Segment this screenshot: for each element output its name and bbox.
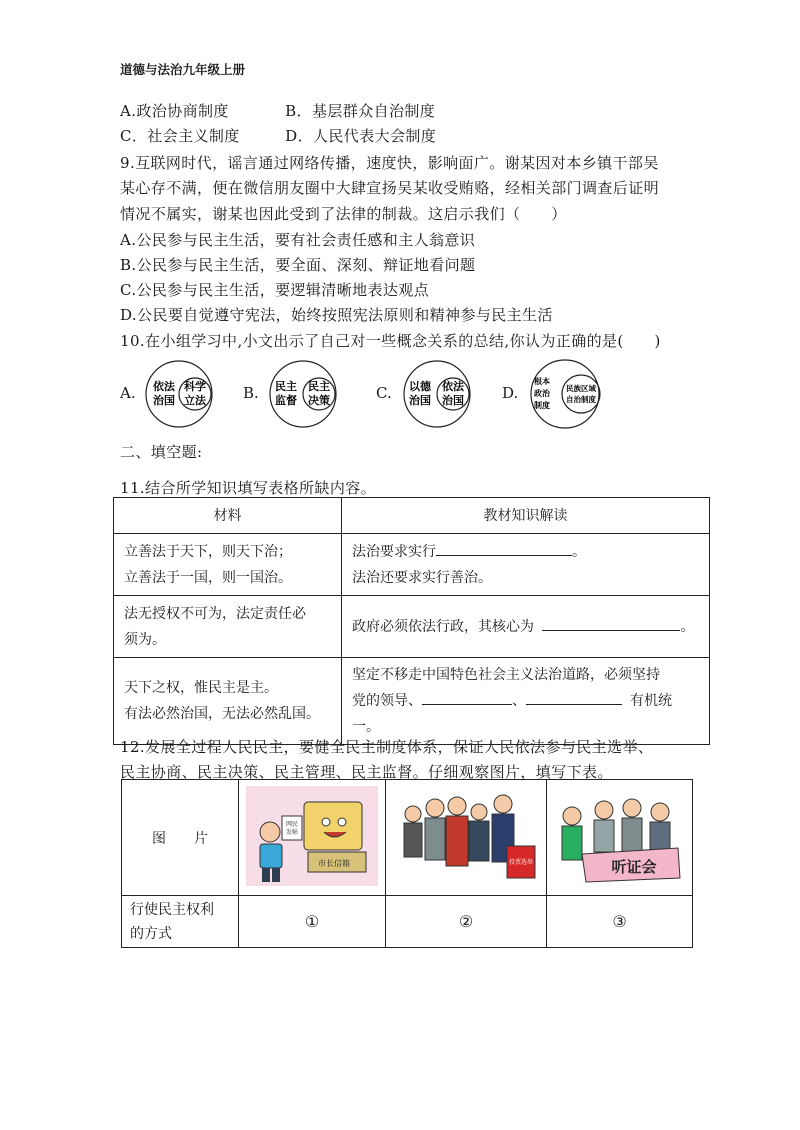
q11-blank-4[interactable] [526,688,622,705]
section-fill-in-title: 二、填空题: [120,443,203,461]
q11-r3-line1: 坚定不移走中国特色社会主义法治道路，必须坚持 [352,667,660,683]
q11-r3-separator: 、 [512,693,526,709]
q11-blank-3[interactable] [422,688,512,705]
inner-label-1: 民族区域 [566,384,596,393]
q10-option-d-letter[interactable]: D. [502,384,519,402]
participant-body-icon [622,818,642,852]
monitor-eye-icon [338,818,346,826]
q9-stem-line-2: 某心存不满，便在微信朋友圈中大肆宣扬吴某收受贿赂，经相关部门调查后证明 [120,179,660,197]
table-row [122,780,693,896]
q11-r3-material-line1: 天下之权，惟民主是主。 [124,680,278,696]
q8-options-row-2 [120,125,436,146]
q12-table [121,779,693,948]
q11-header-interpretation: 教材知识解读 [342,498,710,534]
participant-head-icon [563,807,581,825]
q11-r2-material-line2: 须为。 [124,631,166,648]
table-row [114,658,710,745]
q11-r3-prefix: 党的领导、 [352,693,422,709]
q9-option-b[interactable]: B.公民参与民主生活，要全面、深刻、辩证地看问题 [120,256,476,274]
inner-label-2: 自治制度 [566,395,596,404]
q12-picture-2-cell [386,780,547,896]
mayor-mailbox-label: 市长信箱 [318,858,350,868]
q11-r1-suffix: 。 [572,543,586,560]
inner-label-1: 科学 [184,380,206,393]
q12-blank-3[interactable]: ③ [547,896,693,948]
table-row [114,534,710,596]
outer-label-1: 以德 [409,380,431,393]
q11-r2-interpretation [342,596,710,658]
q11-r2-material [114,596,342,658]
q10-option-c-diagram[interactable] [396,358,482,430]
participant-body-icon [562,826,582,860]
q11-blank-1[interactable] [436,539,572,556]
inner-label-1: 民主 [308,380,330,393]
hearing-banner-label: 听证会 [610,857,657,876]
voter-body-icon [425,818,445,860]
q11-r3-interpretation [342,658,710,745]
q11-r1-prefix: 法治要求实行 [352,543,436,560]
q10-option-a-letter[interactable]: A. [120,384,136,402]
q10-option-c-letter[interactable]: C. [376,384,392,402]
q11-r1-material-line1: 立善法于天下，则天下治； [124,543,292,560]
q11-r3-line2 [352,688,699,740]
outer-label-1: 根本 [534,377,550,386]
q11-r3-material-line2: 有法必然治国，无法必然乱国。 [124,706,320,722]
voting-illustration [391,786,541,886]
q11-header-material: 材料 [114,498,342,534]
q11-stem: 11.结合所学知识填写表格所缺内容。 [120,479,377,497]
q8-options-row-1 [120,100,435,121]
participant-body-icon [650,822,670,852]
inner-label-2: 治国 [442,394,464,407]
outer-label-2: 政治 [534,389,550,398]
voter-head-icon [426,799,444,817]
q12-row2-label-line2: 的方式 [130,925,172,942]
voter-head-icon [448,797,466,815]
person-body-icon [260,844,282,868]
q11-r1-line1 [352,539,699,565]
q12-picture-3-cell [547,780,693,896]
q10-option-a-diagram[interactable] [138,358,224,430]
outer-label-2: 治国 [153,394,175,407]
outer-label-2: 监督 [275,394,297,407]
q9-option-d[interactable]: D.公民要自觉遵守宪法，始终按照宪法原则和精神参与民主生活 [120,306,553,324]
participant-head-icon [623,799,641,817]
paper-text-2: 发帖 [285,828,299,836]
q11-r2-prefix: 政府必须依法行政，其核心为 [352,618,534,635]
q11-r1-interpretation [342,534,710,596]
q11-r1-line2: 法治还要求实行善治。 [352,569,492,586]
voter-body-icon [446,816,468,866]
q11-r1-material-line2: 立善法于一国，则一国治。 [124,569,292,586]
q11-r2-material-line1: 法无授权不可为，法定责任必 [124,605,306,622]
inner-label-2: 决策 [308,394,330,407]
q9-option-a[interactable]: A.公民参与民主生活，要有社会责任感和主人翁意识 [120,231,476,249]
q9-stem-line-3: 情况不属实，谢某也因此受到了法律的制裁。这启示我们（ ） [120,205,567,223]
table-row [122,896,693,948]
paper-text-1: 网民 [285,820,299,828]
table-row [114,596,710,658]
q12-row1-label: 图 片 [122,780,239,896]
page-header: 道德与法治九年级上册 [120,62,246,77]
voter-body-icon [469,821,489,861]
q10-option-b-diagram[interactable] [262,358,348,430]
q9-option-c[interactable]: C.公民参与民主生活，要逻辑清晰地表达观点 [120,281,430,299]
q12-blank-1[interactable]: ① [239,896,386,948]
person-leg-icon [262,868,270,882]
ballot-box-label: 投票选举 [508,858,534,866]
q12-stem-line-2: 民主协商、民主决策、民主管理、民主监督。仔细观察图片，填写下表。 [120,763,613,781]
person-head-icon [260,822,280,842]
q12-blank-2[interactable]: ② [386,896,547,948]
q11-r1-material [114,534,342,596]
q11-blank-2[interactable] [542,614,680,631]
voter-head-icon [494,795,512,813]
online-post-illustration [246,786,378,886]
q10-option-d-diagram[interactable] [522,358,612,430]
q8-option-a[interactable]: A.政治协商制度 [120,102,229,120]
hearing-illustration [552,786,688,886]
voter-body-icon [404,823,422,857]
outer-label-1: 民主 [275,380,297,393]
q12-picture-1-cell [239,780,386,896]
q12-row2-label-line1: 行使民主权利 [130,901,214,918]
computer-monitor-icon [304,802,362,850]
q11-r2-suffix: 。 [680,618,695,635]
q10-stem: 10.在小组学习中,小文出示了自己对一些概念关系的总结,你认为正确的是( ) [120,332,661,350]
q11-table [113,497,710,745]
q8-option-c[interactable]: C．社会主义制度 [120,127,240,145]
participant-head-icon [595,801,613,819]
outer-label-2: 治国 [409,394,431,407]
person-leg-icon [272,868,280,882]
q8-option-d[interactable]: D．人民代表大会制度 [285,127,437,145]
voter-head-icon [405,806,421,822]
q12-row2-label [122,896,239,948]
participant-head-icon [651,803,669,821]
q10-option-b-letter[interactable]: B. [243,384,259,402]
q11-r3-material [114,658,342,745]
q8-option-b[interactable]: B．基层群众自治制度 [285,102,436,120]
q12-stem-line-1: 12.发展全过程人民民主，要健全民主制度体系，保证人民依法参与民主选举、 [120,738,654,756]
q11-r3-suffix: 有机统一。 [352,693,672,735]
monitor-eye-icon [322,818,330,826]
q9-stem-line-1: 9.互联网时代，谣言通过网络传播，速度快，影响面广。谢某因对本乡镇干部吴 [120,154,659,172]
inner-circle [562,375,600,413]
outer-label-3: 制度 [534,401,550,410]
inner-label-2: 立法 [184,394,206,407]
participant-body-icon [594,820,614,852]
inner-label-1: 依法 [442,380,464,393]
paper-icon [282,816,302,840]
voter-head-icon [471,804,487,820]
outer-label-1: 依法 [153,380,175,393]
